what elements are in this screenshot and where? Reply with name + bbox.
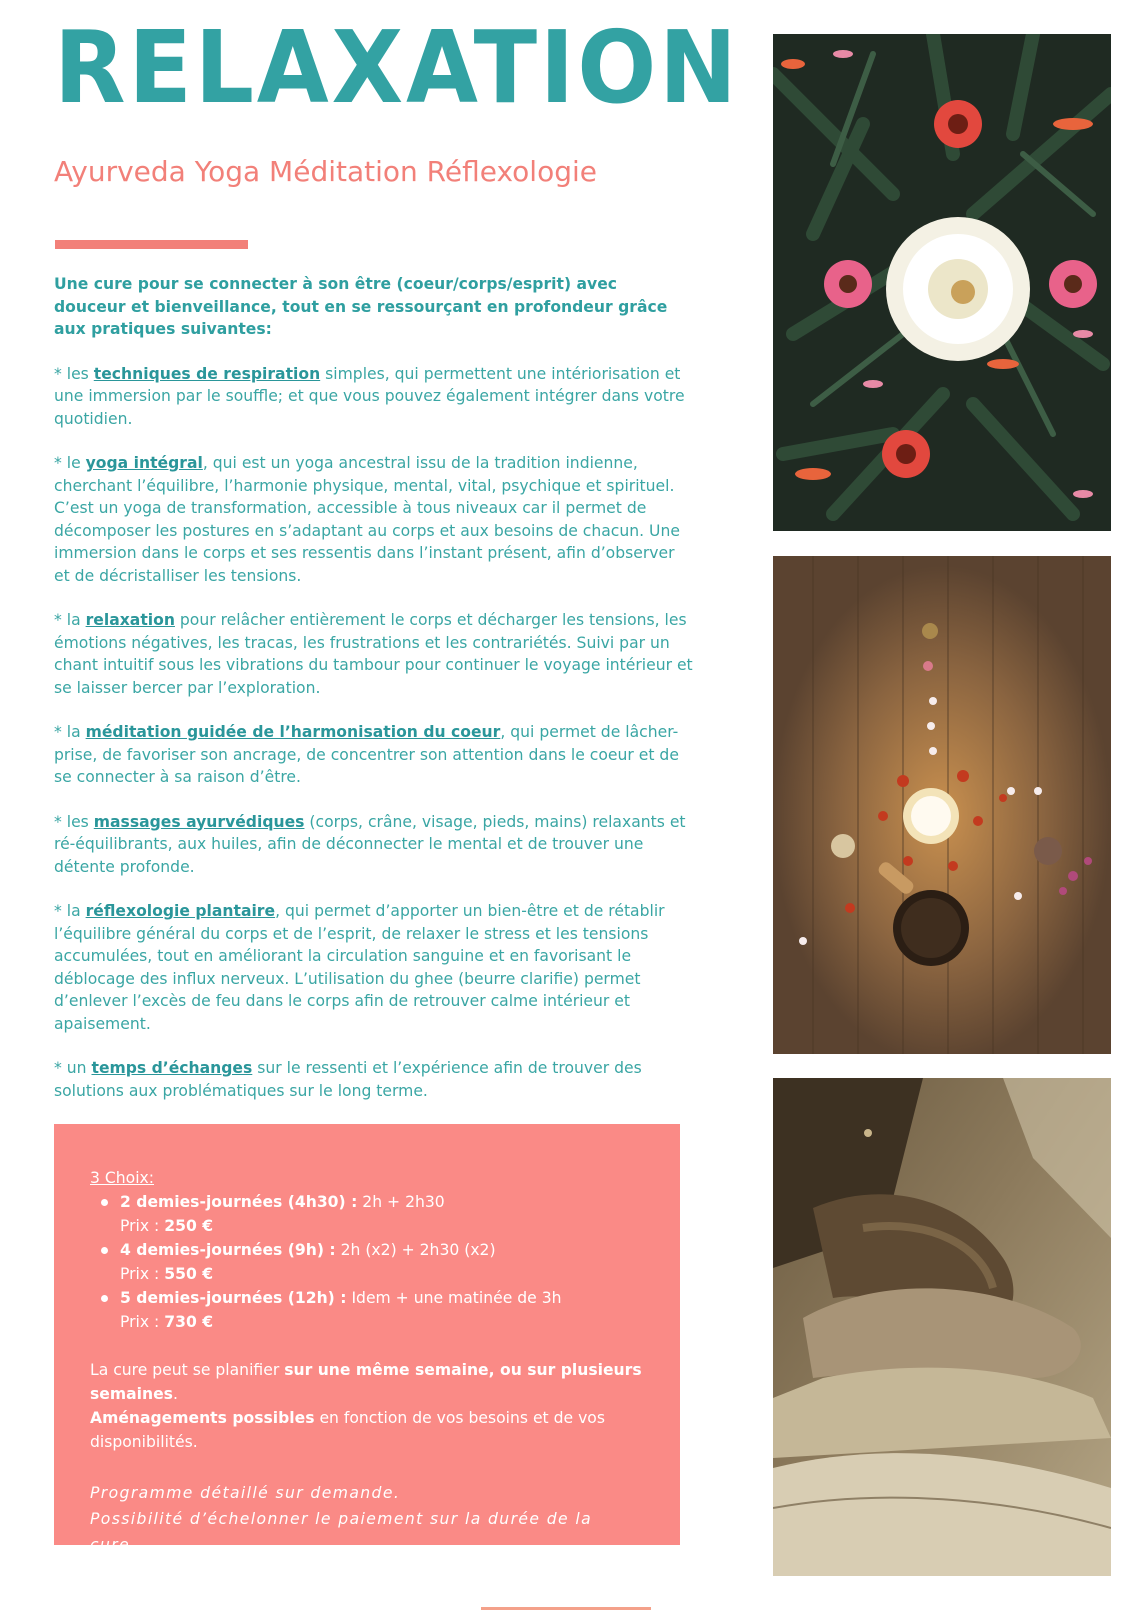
altar-photo — [773, 556, 1111, 1054]
practice-item: * la réflexologie plantaire, qui permet d’apporter un bien-être et de rétablir l’équilibre général du corps et de l’esprit, de relaxer le stress et les tensions accumulées, tout en améliorant la circulation sanguine et en favorisant le déblocage des influx nerveux. L’utilisation du ghee (beurre clarifie) permet d’enlever l’excès de feu dans le corps afin de retrouver calme intérieur et apaisement. — [54, 902, 665, 1033]
practice-item: * la relaxation pour relâcher entièrement le corps et décharger les tensions, les émotions négatives, les tracas, les frustrations et les contrariétés. Suivi par un chant intuitif sous les vibrations du tambour pour continuer le voyage intérieur et se laisser bercer par l’exploration. — [54, 611, 693, 697]
flower-photo — [773, 34, 1111, 531]
offer-box — [54, 1124, 680, 1554]
footnote: Programme détaillé sur demande. Possibilité d’échelonner le paiement sur la durée de la cure. — [90, 1484, 593, 1554]
price-value: 730 € — [164, 1313, 214, 1331]
practice-item: * le yoga intégral, qui est un yoga ancestral issu de la tradition indienne, cherchant l’équilibre, l’harmonie physique, mental, vital, psychique et spirituel. C’est un yoga de transformation, accessible à tous niveaux car il permet de décomposer les postures en s’adaptant au corps et aux besoins de chacun. Une immersion dans le corps et ses ressentis dans l’instant présent, afin d’observer et de décristalliser les tensions. — [54, 454, 680, 585]
practice-item: * la méditation guidée de l’harmonisation du coeur, qui permet de lâcher-prise, de favoriser son ancrage, de concentrer son attention dans le coeur et de se connecter à sa raison d’être. — [54, 723, 679, 786]
choice-item: 5 demies-journées (12h) : Idem + une matinée de 3h Prix : 730 € — [120, 1286, 644, 1334]
practice-keyword: réflexologie plantaire — [85, 902, 276, 920]
divider — [55, 240, 248, 249]
choice-item: 2 demies-journées (4h30) : 2h + 2h30 Prix : 250 € — [120, 1190, 644, 1238]
practice-keyword: techniques de respiration — [93, 364, 321, 383]
practice-keyword: temps d’échanges — [91, 1059, 253, 1077]
page-subtitle: Ayurveda Yoga Méditation Réflexologie — [54, 155, 597, 188]
price-value: 550 € — [164, 1265, 214, 1283]
practice-item: * les techniques de respiration simples, qui permettent une intériorisation et une immersion par le souffle; et que vous pouvez également intégrer dans votre quotidien. — [54, 364, 685, 428]
practice-item: * un temps d’échanges sur le ressenti et l’expérience afin de trouver des solutions aux problématiques sur le long terme. — [54, 1059, 642, 1100]
intro-text: Une cure pour se connecter à son être (coeur/corps/esprit) avec douceur et bienveillance, tout en se ressourçant en profondeur grâce aux pratiques suivantes: — [54, 275, 668, 338]
practice-item: * les massages ayurvédiques (corps, crâne, visage, pieds, mains) relaxants et ré-équilibrants, aux huiles, afin de déconnecter le mental et de trouver une détente profonde. — [54, 812, 686, 876]
page-title: RELAXATION — [54, 9, 740, 126]
practice-keyword: yoga intégral — [85, 454, 203, 472]
planning-text: La cure peut se planifier sur une même semaine, ou sur plusieurs semaines. Aménagements possibles en fonction de vos besoins et de vos disponibilités. — [90, 1361, 642, 1451]
practice-keyword: massages ayurvédiques — [93, 812, 305, 831]
practice-keyword: méditation guidée de l’harmonisation du coeur — [85, 723, 501, 741]
bottom-accent-line — [481, 1607, 651, 1610]
practice-keyword: relaxation — [85, 611, 175, 629]
massage-photo — [773, 1078, 1111, 1576]
choices-list — [90, 1190, 644, 1334]
choice-item: 4 demies-journées (9h) : 2h (x2) + 2h30 (x2) Prix : 550 € — [120, 1238, 644, 1286]
description-section — [54, 273, 694, 1124]
price-value: 250 € — [164, 1217, 214, 1235]
choices-heading: 3 Choix: — [90, 1169, 155, 1187]
